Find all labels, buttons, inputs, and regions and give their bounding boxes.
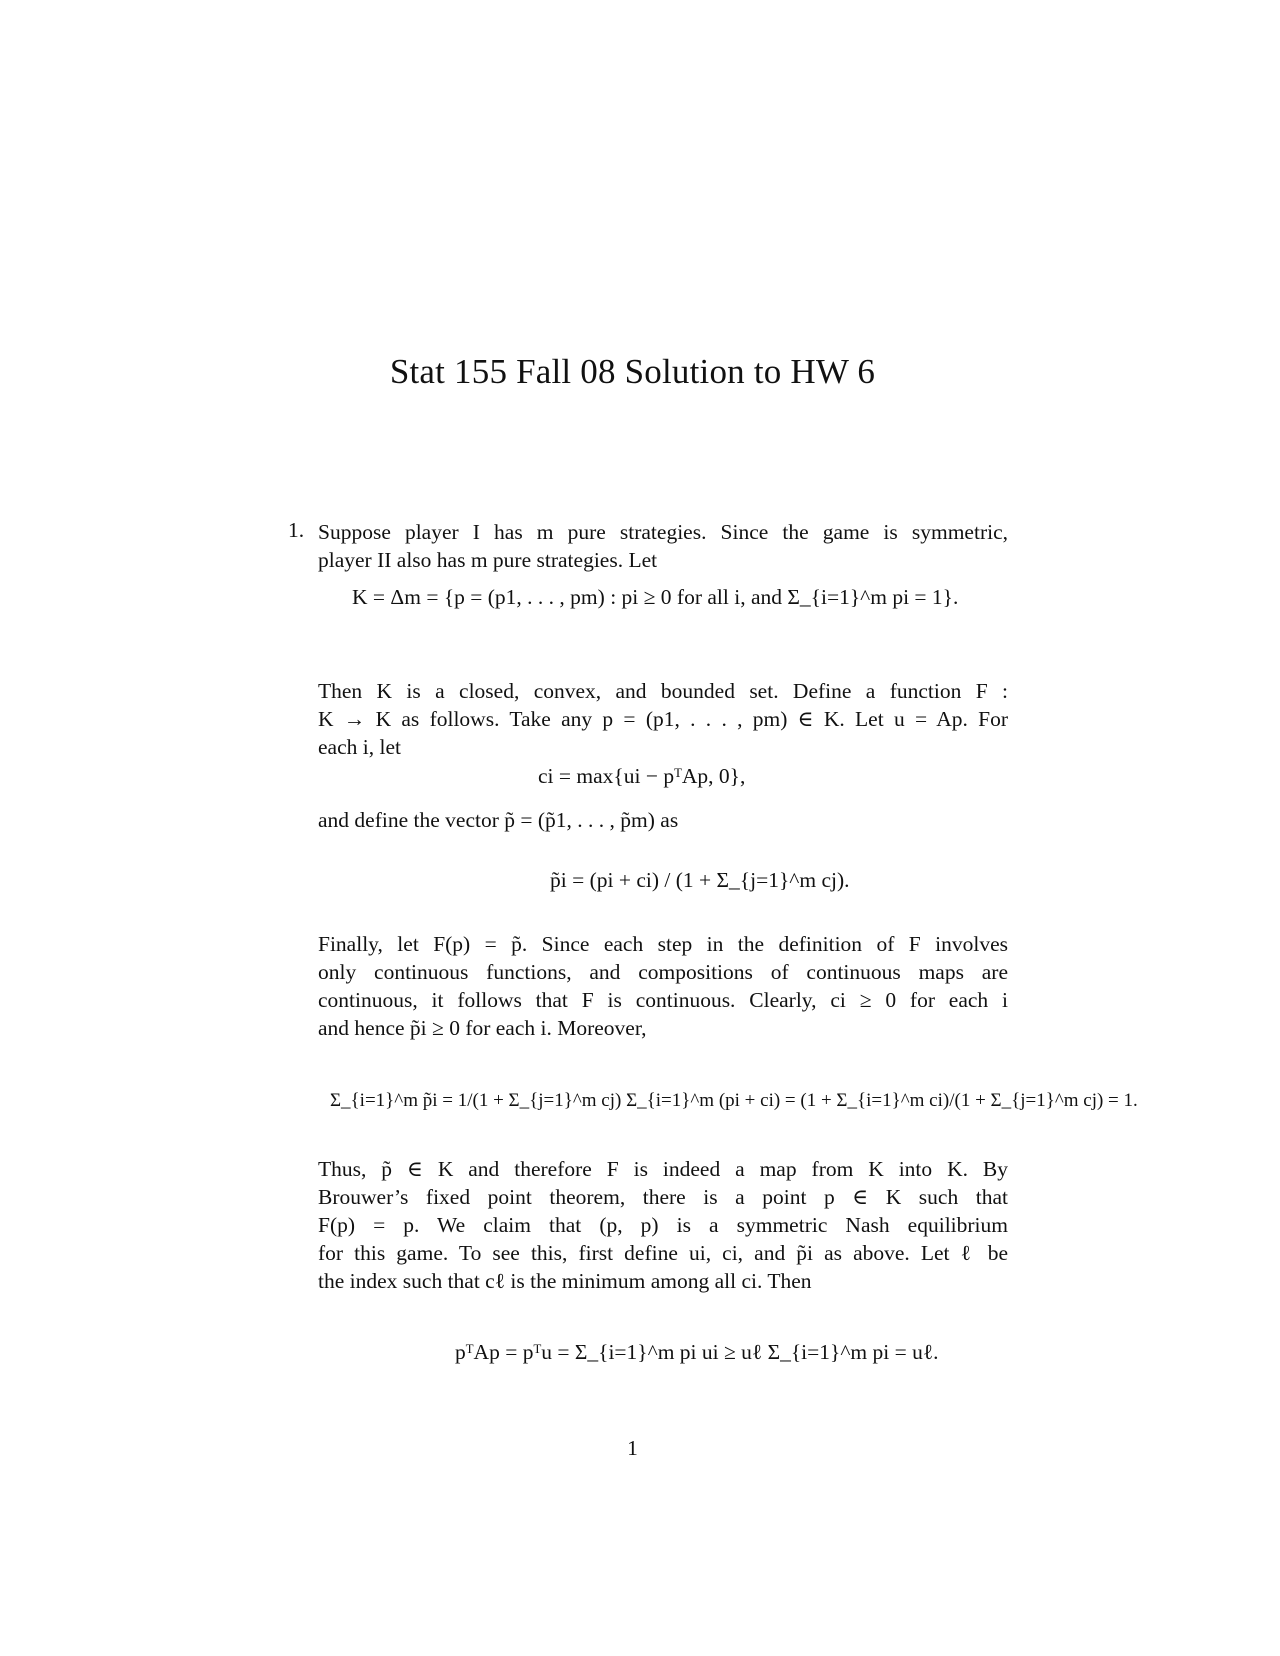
equation-text: K = Δm = {p = (p1, . . . , pm) : pi ≥ 0 for all i, and Σ_{i=1}^m pi = 1}. <box>352 585 959 609</box>
equation-p-tilde-definition <box>550 868 850 893</box>
equation-text: pᵀAp = pᵀu = Σ_{i=1}^m pi ui ≥ uℓ Σ_{i=1}^m pi = uℓ. <box>455 1340 939 1364</box>
text-line: only continuous functions, and compositions of continuous maps are <box>318 960 1008 984</box>
equation-simplex-definition <box>352 585 958 610</box>
page-number: 1 <box>627 1436 638 1460</box>
text-line: continuous, it follows that F is continuous. Clearly, ci ≥ 0 for each i <box>318 988 1008 1012</box>
text-line: for this game. To see this, first define ui, ci, and p̃i as above. Let ℓ be <box>318 1241 1008 1265</box>
text-line: K → K as follows. Take any p = (p1, . . . , pm) ∈ K. Let u = Ap. For <box>318 707 1008 731</box>
paragraph-intro <box>318 518 1008 574</box>
text-line: F(p) = p. We claim that (p, p) is a symmetric Nash equilibrium <box>318 1213 1008 1237</box>
text-line: Then K is a closed, convex, and bounded set. Define a function F : <box>318 679 1008 703</box>
document-title: Stat 155 Fall 08 Solution to HW 6 <box>389 352 876 391</box>
equation-text: Σ_{i=1}^m p̃i = 1/(1 + Σ_{j=1}^m cj) Σ_{i=1}^m (pi + ci) = (1 + Σ_{i=1}^m ci)/(1 + Σ_{j=1}^m cj) = 1. <box>330 1090 1138 1111</box>
text-line: each i, let <box>318 735 401 759</box>
text-line: and define the vector p̃ = (p̃1, . . . , p̃m) as <box>318 808 679 832</box>
equation-sum-equals-one <box>330 1090 1138 1112</box>
paragraph-continuity <box>318 930 1008 1042</box>
equation-c-definition <box>538 764 745 789</box>
text-line: Suppose player I has m pure strategies. Since the game is symmetric, <box>318 520 1008 544</box>
text-line: Thus, p̃ ∈ K and therefore F is indeed a map from K into K. By <box>318 1157 1008 1181</box>
equation-text: ci = max{ui − pᵀAp, 0}, <box>538 764 746 788</box>
equation-payoff-inequality <box>455 1340 939 1365</box>
text-line: Brouwer’s fixed point theorem, there is a point p ∈ K such that <box>318 1185 1008 1209</box>
equation-text: p̃i = (pi + ci) / (1 + Σ_{j=1}^m cj). <box>550 868 850 892</box>
item-number: 1. <box>288 518 305 542</box>
paragraph-define-function <box>318 677 1008 761</box>
text-line: the index such that cℓ is the minimum among all ci. Then <box>318 1269 812 1293</box>
paragraph-fixed-point <box>318 1155 1008 1295</box>
text-line: player II also has m pure strategies. Let <box>318 548 658 572</box>
paragraph-define-vector <box>318 806 1008 834</box>
text-line: Finally, let F(p) = p̃. Since each step in the definition of F involves <box>318 932 1008 956</box>
text-line: and hence p̃i ≥ 0 for each i. Moreover, <box>318 1016 647 1040</box>
